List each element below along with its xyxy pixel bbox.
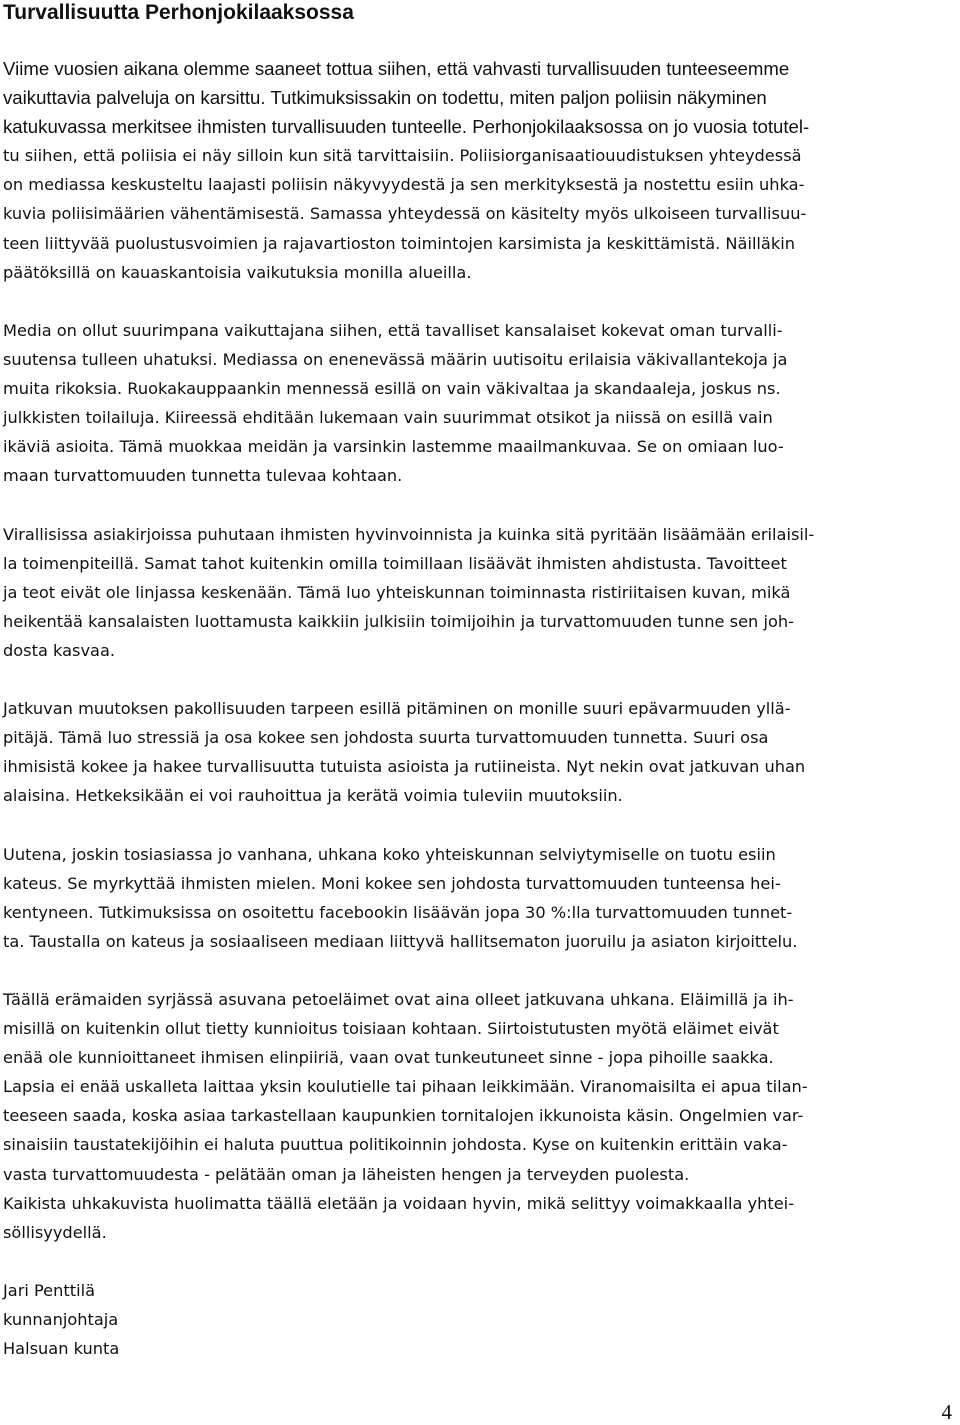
paragraph: [3, 985, 948, 1247]
paragraph-gap: [3, 956, 948, 985]
text-line: ja teot eivät ole linjassa keskenään. Tämä luo yhteiskunnan toiminnasta ristiriitaisen kuvan, mikä: [3, 582, 791, 602]
text-line: pitäjä. Tämä luo stressiä ja osa kokee sen johdosta suurta turvattomuuden tunnetta. Suuri osa: [3, 728, 769, 748]
text-line: vaikuttavia palveluja on karsittu. Tutkimuksissakin on todettu, miten paljon poliisin näkyminen: [3, 87, 767, 109]
paragraph-gap: [3, 287, 948, 316]
text-line: Halsuan kunta: [3, 1339, 120, 1359]
text-line: alaisina. Hetkeksikään ei voi rauhoittua ja kerätä voimia tuleviin muutoksiin.: [3, 786, 623, 806]
paragraph: [3, 520, 948, 665]
paragraph-gap: [3, 665, 948, 694]
text-line: julkkisten toilailuja. Kiireessä ehditään lukemaan vain suurimmat otsikot ja niissä on esillä vain: [3, 408, 773, 428]
text-line: Uutena, joskin tosiasiassa jo vanhana, uhkana koko yhteiskunnan selviytymiselle on tuotu esiin: [3, 844, 776, 864]
text-line: kentyneen. Tutkimuksissa on osoitettu facebookin lisäävän jopa 30 %:lla turvattomuuden tunnet-: [3, 902, 793, 922]
text-line: Media on ollut suurimpana vaikuttajana siihen, että tavalliset kansalaiset kokevat oman turvalli-: [3, 320, 783, 340]
text-line: suutensa tulleen uhatuksi. Mediassa on enenevässä määrin uutisoitu erilaisia väkivallantekoja ja: [3, 349, 788, 369]
text-line: tu siihen, että poliisia ei näy silloin kun sitä tarvittaisiin. Poliisiorganisaatiouudistuksen yhteydessä: [3, 146, 802, 166]
text-line: Täällä erämaiden syrjässä asuvana petoeläimet ovat aina olleet jatkuvana uhkana. Eläimillä ja ih-: [3, 990, 794, 1009]
signature-block: [3, 1276, 948, 1363]
text-line: Kaikista uhkakuvista huolimatta täällä eletään ja voidaan hyvin, mikä selittyy voimakkaalla yhtei-: [3, 1193, 795, 1213]
text-line: heikentää kansalaisten luottamusta kaikkiin julkisiin toimijoihin ja turvattomuuden tunne sen joh-: [3, 611, 794, 631]
text-line: enää ole kunnioittaneet ihmisen elinpiiriä, vaan ovat tunkeutuneet sinne - jopa pihoille saakka.: [3, 1048, 774, 1068]
text-line: maan turvattomuuden tunnetta tulevaa kohtaan.: [3, 466, 403, 486]
text-line: Jari Penttilä: [3, 1280, 96, 1300]
text-line: kuvia poliisimäärien vähentämisestä. Samassa yhteydessä on käsitelty myös ulkoiseen turvallisuu-: [3, 204, 807, 224]
text-line: sinaisiin taustatekijöihin ei haluta puuttua politikoinnin johdosta. Kyse on kuitenkin erittäin vaka-: [3, 1135, 788, 1155]
paragraph-gap: [3, 810, 948, 839]
paragraph: [3, 54, 948, 287]
paragraph-gap: [3, 1247, 948, 1276]
text-line: dosta kasvaa.: [3, 640, 116, 660]
text-line: ta. Taustalla on kateus ja sosiaaliseen mediaan liittyvä hallitsematon juoruilu ja asiaton kirjoittelu.: [3, 931, 798, 951]
text-line: teen liittyvää puolustusvoimien ja rajavartioston toimintojen karsimista ja keskittämistä. Näilläkin: [3, 233, 795, 253]
paragraph-gap: [3, 490, 948, 519]
text-line: vasta turvattomuudesta - pelätään oman ja läheisten hengen ja terveyden puolesta.: [3, 1164, 690, 1184]
text-line: kunnanjohtaja: [3, 1310, 119, 1330]
document-body: [3, 54, 948, 1363]
text-line: teeseen saada, koska asiaa tarkastellaan kaupunkien tornitalojen ikkunoista käsin. Ongelmien var-: [3, 1106, 804, 1126]
page-number: 4: [941, 1400, 952, 1424]
text-line: päätöksillä on kauaskantoisia vaikutuksia monilla alueilla.: [3, 262, 472, 282]
text-line: Viime vuosien aikana olemme saaneet tottua siihen, että vahvasti turvallisuuden tunteeseemme: [3, 58, 790, 79]
document-title: Turvallisuutta Perhonjokilaaksossa: [3, 1, 354, 24]
paragraph: [3, 840, 948, 956]
text-line: on mediassa keskusteltu laajasti poliisin näkyvyydestä ja sen merkityksestä ja nostettu esiin uhka-: [3, 175, 805, 195]
text-line: la toimenpiteillä. Samat tahot kuitenkin omilla toimillaan lisäävät ihmisten ahdistusta. Tavoitteet: [3, 553, 787, 573]
text-line: ikäviä asioita. Tämä muokkaa meidän ja varsinkin lastemme maailmankuvaa. Se on omiaan luo-: [3, 437, 784, 457]
text-line: muita rikoksia. Ruokakauppaankin mennessä esillä on vain väkivaltaa ja skandaaleja, joskus ns.: [3, 379, 781, 399]
text-line: Jatkuvan muutoksen pakollisuuden tarpeen esillä pitäminen on monille suuri epävarmuuden yllä-: [3, 699, 791, 719]
text-line: ihmisistä kokee ja hakee turvallisuutta tutuista asioista ja rutiineista. Nyt nekin ovat jatkuvan uhan: [3, 757, 806, 777]
text-line: kateus. Se myrkyttää ihmisten mielen. Moni kokee sen johdosta turvattomuuden tunteensa hei-: [3, 873, 781, 893]
paragraph: [3, 694, 948, 810]
text-line: misillä on kuitenkin ollut tietty kunnioitus toisiaan kohtaan. Siirtoistutusten myötä eläimet eivät: [3, 1019, 779, 1039]
paragraph: [3, 316, 948, 491]
text-line: söllisyydellä.: [3, 1222, 107, 1242]
text-line: katukuvassa merkitsee ihmisten turvallisuuden tunteelle. Perhonjokilaaksossa on jo vuosia totutel-: [3, 116, 810, 138]
text-line: Lapsia ei enää uskalleta laittaa yksin koulutielle tai pihaan leikkimään. Viranomaisilta ei apua tilan-: [3, 1077, 808, 1097]
text-line: Virallisissa asiakirjoissa puhutaan ihmisten hyvinvoinnista ja kuinka sitä pyritään lisäämään erilaisil-: [3, 524, 815, 544]
